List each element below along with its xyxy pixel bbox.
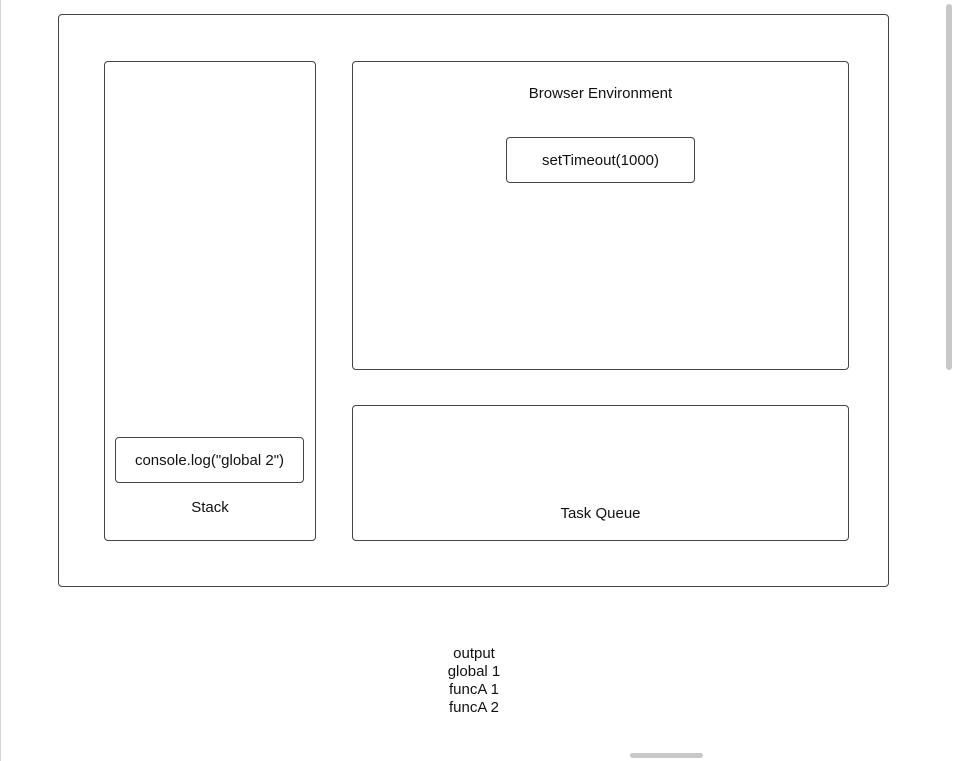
output-heading: output — [453, 645, 495, 662]
page-left-border — [0, 0, 1, 761]
task-queue-label: Task Queue — [560, 505, 641, 522]
stack-frame: console.log("global 2") — [115, 437, 304, 483]
horizontal-scrollbar[interactable] — [630, 753, 703, 758]
output-log — [374, 645, 574, 717]
browser-environment-label: Browser Environment — [528, 85, 673, 102]
stack-label: Stack — [191, 499, 229, 516]
output-line: funcA 1 — [448, 681, 500, 698]
vertical-scrollbar[interactable] — [946, 4, 952, 370]
output-line: global 1 — [447, 663, 501, 680]
web-api-timer: setTimeout(1000) — [506, 137, 695, 183]
browser-environment-panel — [352, 61, 849, 370]
output-line: funcA 2 — [448, 699, 500, 716]
